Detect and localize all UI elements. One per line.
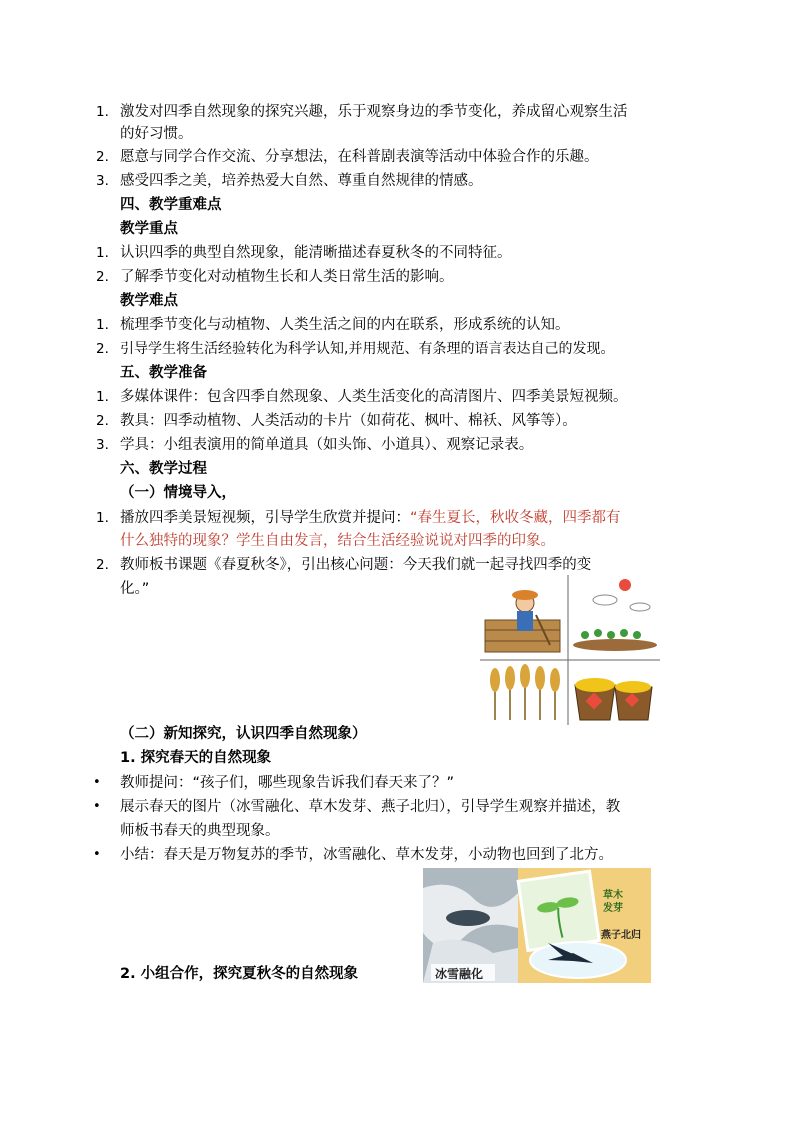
key-1-number: 1.	[96, 245, 109, 261]
goal-2-number: 2.	[96, 149, 109, 165]
part1-heading: （一）情境导入，	[120, 485, 236, 501]
spring-heading: 1. 探究春天的自然现象	[120, 750, 272, 766]
intro-1-line-2: 什么独特的现象？学生自由发言，结合生活经验说说对四季的印象。	[120, 533, 555, 549]
section4-heading: 四、教学重难点	[120, 197, 222, 213]
goal-1-number: 1.	[96, 104, 109, 120]
bullet-1-glyph: •	[93, 775, 101, 790]
grass-label-2: 发芽	[603, 903, 623, 914]
summer-sprouts-icon	[573, 579, 657, 651]
four-seasons-illustration	[480, 575, 660, 725]
prep-3-text: 学具：小组表演用的简单道具（如头饰、小道具）、观察记录表。	[120, 437, 534, 453]
diff-2-number: 2.	[96, 341, 109, 357]
prep-3-number: 3.	[96, 437, 109, 453]
grass-label-1: 草木	[603, 890, 623, 901]
diff-2-text: 引导学生将生活经验转化为科学认知,并用规范、有条理的语言表达自己的发现。	[120, 341, 615, 357]
autumn-wheat-icon	[490, 664, 560, 720]
bullet-3-glyph: •	[93, 847, 101, 862]
winter-granary-icon	[575, 678, 652, 720]
goal-1-line-1: 激发对四季自然现象的探究兴趣，乐于观察身边的季节变化，养成留心观察生活	[120, 104, 628, 120]
spring-collage-svg	[423, 868, 651, 983]
group-inquiry-heading: 2. 小组合作，探究夏秋冬的自然现象	[120, 966, 359, 982]
spring-bullet-2-line-1: 展示春天的图片（冰雪融化、草木发芽、燕子北归），引导学生观察并描述，教	[120, 799, 621, 815]
goal-2-text: 愿意与同学合作交流、分享想法，在科普剧表演等活动中体验合作的乐趣。	[120, 149, 599, 165]
intro-2-line-2: 化。”	[120, 581, 150, 597]
section6-heading: 六、教学过程	[120, 461, 207, 477]
intro-1-number: 1.	[96, 510, 109, 526]
prep-1-text: 多媒体课件：包含四季自然现象、人类生活变化的高清图片、四季美景短视频。	[120, 389, 628, 405]
prep-2-text: 教具：四季动植物、人类活动的卡片（如荷花、枫叶、棉袄、风筝等）。	[120, 413, 577, 429]
intro-1-line-1-b: “春生夏长，秋收冬藏，四季都有	[410, 510, 621, 526]
key-points-heading: 教学重点	[120, 221, 178, 237]
goal-3-number: 3.	[96, 173, 109, 189]
intro-2-line-1: 教师板书课题《春夏秋冬》，引出核心问题：今天我们就一起寻找四季的变	[120, 557, 592, 573]
key-2-text: 了解季节变化对动植物生长和人类日常生活的影响。	[120, 269, 454, 285]
goal-1-line-2: 的好习惯。	[120, 126, 193, 142]
intro-2-number: 2.	[96, 557, 109, 573]
section5-heading: 五、教学准备	[120, 365, 207, 381]
intro-1-line-1-a: 播放四季美景短视频，引导学生欣赏并提问：	[120, 510, 410, 526]
swallow-label: 燕子北归	[601, 930, 641, 941]
key-2-number: 2.	[96, 269, 109, 285]
bullet-2-glyph: •	[93, 799, 101, 814]
prep-2-number: 2.	[96, 413, 109, 429]
spring-bullet-3: 小结：春天是万物复苏的季节，冰雪融化、草木发芽，小动物也回到了北方。	[120, 847, 613, 863]
spring-bullet-1: 教师提问：“孩子们，哪些现象告诉我们春天来了？”	[120, 775, 455, 791]
prep-1-number: 1.	[96, 389, 109, 405]
difficult-points-heading: 教学难点	[120, 293, 178, 309]
spring-bullet-2-line-2: 师板书春天的典型现象。	[120, 823, 280, 839]
intro-1-line-1	[120, 507, 621, 529]
ice-melting-label: 冰雪融化	[435, 967, 484, 981]
part2-heading: （二）新知探究，认识四季自然现象）	[120, 726, 367, 742]
key-1-text: 认识四季的典型自然现象，能清晰描述春夏秋冬的不同特征。	[120, 245, 512, 261]
four-seasons-svg	[480, 575, 660, 725]
goal-3-text: 感受四季之美，培养热爱大自然、尊重自然规律的情感。	[120, 173, 483, 189]
spring-phenomena-image	[423, 868, 651, 983]
diff-1-text: 梳理季节变化与动植物、人类生活之间的内在联系，形成系统的认知。	[120, 317, 570, 333]
spring-field-icon	[485, 590, 560, 652]
diff-1-number: 1.	[96, 317, 109, 333]
